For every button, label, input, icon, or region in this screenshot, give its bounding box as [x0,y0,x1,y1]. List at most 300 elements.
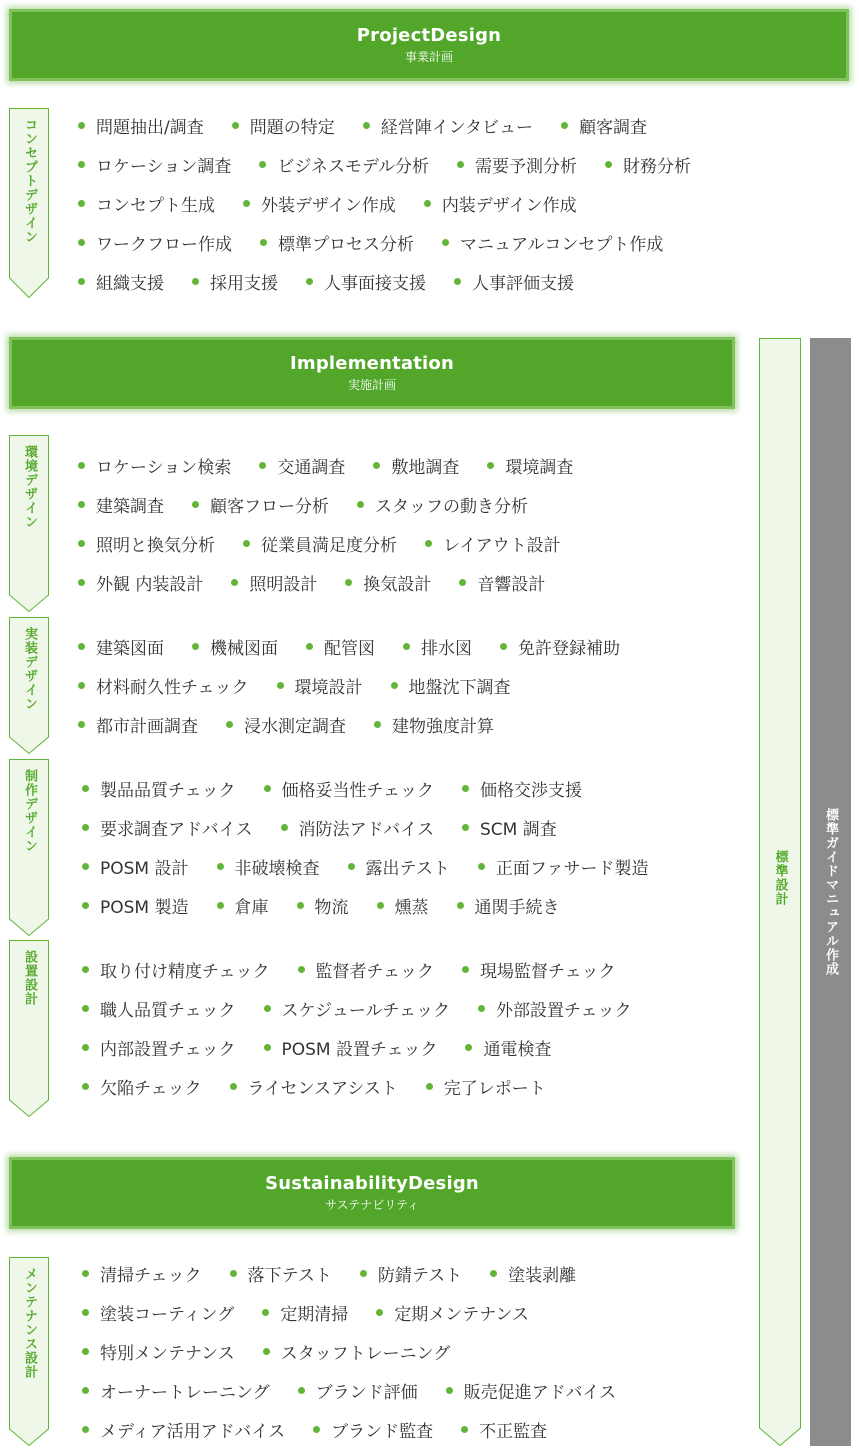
list-item [82,1300,234,1325]
list-item [298,1378,418,1403]
list-item-label: 建物強度計算 [392,717,494,737]
list-item [82,1261,202,1286]
list-item [232,113,335,138]
list-item [82,815,253,840]
list-item-label: POSM 製造 [100,898,189,918]
list-item [78,152,231,177]
list-item-label: POSM 設計 [100,859,189,879]
list-item-label: ロケーション検索 [96,458,232,478]
list-item-label: 財務分析 [622,157,691,177]
list-item [459,570,545,595]
list-item [259,152,429,177]
list-item [457,893,560,918]
list-item [462,815,557,840]
item-list-environment-design [78,446,601,602]
bullet-icon [259,161,266,168]
manual-creation-label: 標準ガイドマニュアル作成 [823,808,838,976]
list-item-label: ワークフロー作成 [96,235,232,255]
list-item-label: 換気設計 [363,575,432,595]
bullet-icon [82,966,89,973]
bullet-icon [348,863,355,870]
bullet-icon [82,1083,89,1090]
list-item [82,1417,285,1442]
list-item-label: 従業員満足度分析 [261,536,397,556]
bullet-icon [403,643,410,650]
list-item-label: 都市計画調査 [96,717,198,737]
list-item [500,634,620,659]
item-row [82,1371,644,1410]
bullet-icon [78,721,85,728]
list-item [243,531,397,556]
bullet-icon [192,501,199,508]
list-item [306,269,426,294]
list-item-label: 内部設置チェック [100,1040,236,1060]
list-item [426,1074,546,1099]
list-item [264,1035,438,1060]
list-item-label: SCM 調査 [480,820,557,840]
group-tab-concept-design [9,108,49,298]
list-item-label: 清掃チェック [100,1266,202,1286]
list-item [82,776,236,801]
section-banner-sustainability-design [9,1157,735,1229]
item-row [78,106,719,145]
section-title-ja: 事業計画 [404,50,453,64]
bullet-icon [561,122,568,129]
list-item [461,1417,547,1442]
list-item-label: 物流 [314,898,349,918]
list-item-label: 落下テスト [247,1266,332,1286]
item-row [82,1410,644,1448]
group-label: 環境デザイン [22,445,37,529]
bullet-icon [232,122,239,129]
list-item-label: 外観 内装設計 [96,575,204,595]
list-item-label: ブランド監査 [331,1422,434,1442]
list-item-label: 外装デザイン作成 [261,196,396,216]
bullet-icon [425,540,432,547]
group-tab-installation-design [9,940,49,1117]
item-row [78,446,601,485]
list-item-label: 欠陥チェック [100,1079,202,1099]
bullet-icon [454,278,461,285]
item-row [82,1332,644,1371]
list-item [306,634,375,659]
list-item-label: 外部設置チェック [495,1001,632,1021]
item-row [82,1254,644,1293]
list-item-label: ロケーション調査 [96,157,232,177]
list-item [313,1417,433,1442]
list-item [82,1339,235,1364]
list-item-label: 交通調査 [277,458,346,478]
list-item [82,1378,270,1403]
list-item [217,854,320,879]
section-banner-implementation [9,337,735,409]
list-item-label: 問題抽出/調査 [96,118,204,138]
bullet-icon [264,785,271,792]
item-list-concept-design [78,106,719,301]
bullet-icon [82,1387,89,1394]
section-title-ja: 実施計画 [347,378,396,392]
list-item [363,113,533,138]
list-item-label: 防錆テスト [377,1266,463,1286]
item-list-implementation-design [78,627,648,744]
bullet-icon [82,824,89,831]
bullet-icon [313,1426,320,1433]
bullet-icon [78,643,85,650]
bullet-icon [345,579,352,586]
list-item-label: マニュアルコンセプト作成 [460,235,664,255]
bullet-icon [259,462,266,469]
bullet-icon [478,1005,485,1012]
list-item-label: 特別メンテナンス [100,1344,235,1364]
bullet-icon [457,902,464,909]
list-item [231,570,317,595]
list-item-label: 人事評価支援 [472,274,574,294]
list-item [297,893,349,918]
item-row [82,886,677,925]
list-item-label: 価格交渉支援 [480,781,582,801]
bullet-icon [490,1270,497,1277]
list-item [260,230,414,255]
bullet-icon [78,540,85,547]
list-item-label: 塗装コーティング [100,1305,235,1325]
list-item [424,191,577,216]
list-item-label: 倉庫 [234,898,269,918]
bullet-icon [262,1309,269,1316]
list-item-label: 建築調査 [96,497,164,517]
list-item [78,570,203,595]
item-row [82,1293,644,1332]
item-list-maintenance-design [82,1254,644,1448]
list-item [490,1261,576,1286]
group-tab-environment-design [9,435,49,612]
list-item-label: 環境設計 [294,678,363,698]
list-item-label: 定期メンテナンス [394,1305,529,1325]
list-item [262,1300,348,1325]
bullet-icon [78,200,85,207]
list-item-label: 通電検査 [483,1040,552,1060]
item-row [78,184,719,223]
bullet-icon [82,1270,89,1277]
list-item-label: 取り付け精度チェック [100,962,270,982]
bullet-icon [306,278,313,285]
list-item [82,854,189,879]
bullet-icon [78,682,85,689]
list-item [78,269,164,294]
list-item-label: 職人品質チェック [100,1001,236,1021]
list-item-label: 配管図 [324,639,375,659]
list-item [82,893,189,918]
section-title-en: SustainabilityDesign [265,1173,479,1194]
list-item-label: 製品品質チェック [100,781,236,801]
list-item [192,492,329,517]
bullet-icon [462,824,469,831]
list-item-label: 組織支援 [96,274,164,294]
bullet-icon [82,1044,89,1051]
list-item-label: 顧客調査 [579,118,648,138]
list-item-label: ライセンスアシスト [247,1079,398,1099]
list-item-label: スケジュールチェック [281,1001,450,1021]
item-row [82,1028,659,1067]
bullet-icon [462,966,469,973]
list-item [345,570,431,595]
list-item [391,673,511,698]
group-label: メンテナンス設計 [22,1267,37,1379]
list-item [465,1035,551,1060]
bullet-icon [230,1083,237,1090]
list-item [376,1300,529,1325]
bullet-icon [306,643,313,650]
list-item-label: 敷地調査 [391,458,460,478]
list-item-label: 問題の特定 [249,118,335,138]
bullet-icon [226,721,233,728]
standard-design-column [759,338,801,1446]
list-item [243,191,396,216]
bullet-icon [264,1044,271,1051]
list-item [281,815,435,840]
bullet-icon [297,902,304,909]
group-label: 実装デザイン [22,627,37,711]
bullet-icon [264,1005,271,1012]
bullet-icon [192,643,199,650]
bullet-icon [500,643,507,650]
item-row [82,769,677,808]
list-item-label: 不正監査 [479,1422,548,1442]
list-item-label: ビジネスモデル分析 [277,157,429,177]
bullet-icon [82,785,89,792]
list-item [230,1261,332,1286]
list-item [425,531,561,556]
list-item [217,893,269,918]
item-row [78,666,648,705]
list-item-label: 照明と換気分析 [96,536,215,556]
list-item [487,453,573,478]
list-item [82,996,236,1021]
list-item [478,996,632,1021]
list-item [373,453,459,478]
list-item [226,712,346,737]
list-item-label: 人事面接支援 [324,274,426,294]
bullet-icon [459,579,466,586]
item-row [78,223,719,262]
list-item-label: POSM 設置チェック [281,1040,438,1060]
list-item-label: 排水図 [421,639,472,659]
bullet-icon [230,1270,237,1277]
item-row [78,563,601,602]
bullet-icon [360,1270,367,1277]
list-item-label: スタッフの動き分析 [375,497,528,517]
list-item-label: ブランド評価 [315,1383,418,1403]
list-item-label: 内装デザイン作成 [441,196,577,216]
list-item-label: 材料耐久性チェック [96,678,249,698]
group-label: コンセプトデザイン [22,118,37,244]
list-item [82,1035,236,1060]
bullet-icon [78,122,85,129]
list-item-label: 建築図面 [96,639,164,659]
list-item-label: 定期清掃 [280,1305,349,1325]
bullet-icon [376,1309,383,1316]
bullet-icon [442,239,449,246]
bullet-icon [446,1387,453,1394]
bullet-icon [78,462,85,469]
list-item [259,453,345,478]
bullet-icon [82,1348,89,1355]
list-item-label: 販売促進アドバイス [463,1383,617,1403]
group-tab-maintenance-design [9,1257,49,1446]
bullet-icon [82,1309,89,1316]
list-item [82,957,270,982]
section-title-en: ProjectDesign [356,25,502,46]
list-item-label: 価格妥当性チェック [281,781,434,801]
list-item [78,673,249,698]
list-item-label: 音響設計 [477,575,546,595]
item-row [78,145,719,184]
list-item [192,269,278,294]
item-row [78,705,648,744]
item-row [78,524,601,563]
bullet-icon [192,278,199,285]
list-item [78,453,231,478]
bullet-icon [373,462,380,469]
list-item [446,1378,617,1403]
section-title-en: Implementation [289,353,454,374]
bullet-icon [357,501,364,508]
bullet-icon [298,1387,305,1394]
list-item-label: 現場監督チェック [480,962,616,982]
list-item-label: 採用支援 [210,274,278,294]
list-item-label: 機械図面 [210,639,278,659]
list-item [78,230,232,255]
list-item-label: 塗装剥離 [508,1266,577,1286]
list-item-label: メディア活用アドバイス [100,1422,286,1442]
bullet-icon [424,200,431,207]
list-item-label: 燻蒸 [394,898,429,918]
bullet-icon [263,1348,270,1355]
bullet-icon [478,863,485,870]
bullet-icon [82,1005,89,1012]
list-item [230,1074,398,1099]
bullet-icon [243,540,250,547]
list-item-label: 標準プロセス分析 [278,235,414,255]
list-item [264,996,450,1021]
bullet-icon [82,902,89,909]
list-item [264,776,435,801]
list-item [78,634,164,659]
bullet-icon [462,785,469,792]
list-item-label: 地盤沈下調査 [408,678,511,698]
list-item [403,634,472,659]
bullet-icon [78,579,85,586]
list-item-label: 要求調査アドバイス [100,820,253,840]
list-item [277,673,363,698]
list-item-label: 通関手続き [474,898,560,918]
list-item [457,152,577,177]
list-item-label: スタッフトレーニング [280,1344,451,1364]
list-item [454,269,574,294]
list-item [605,152,691,177]
group-tab-implementation-design [9,617,49,754]
bullet-icon [605,161,612,168]
list-item [374,712,494,737]
item-list-production-design [82,769,677,925]
manual-creation-column [810,338,851,1446]
bullet-icon [78,239,85,246]
bullet-icon [78,278,85,285]
list-item [360,1261,462,1286]
list-item [442,230,663,255]
item-row [82,1067,659,1106]
list-item [357,492,528,517]
bullet-icon [78,161,85,168]
list-item [462,776,582,801]
bullet-icon [78,501,85,508]
item-row [82,847,677,886]
list-item [561,113,647,138]
list-item-label: 顧客フロー分析 [210,497,329,517]
section-banner-project-design [9,9,849,81]
list-item-label: 完了レポート [443,1079,546,1099]
list-item-label: 環境調査 [505,458,574,478]
item-row [78,262,719,301]
list-item-label: 正面ファサード製造 [495,859,649,879]
bullet-icon [461,1426,468,1433]
bullet-icon [391,682,398,689]
list-item-label: 露出テスト [365,859,450,879]
list-item-label: オーナートレーニング [100,1383,270,1403]
bullet-icon [487,462,494,469]
list-item-label: コンセプト生成 [96,196,215,216]
list-item [377,893,429,918]
list-item [263,1339,451,1364]
section-title-ja: サステナビリティ [324,1198,420,1212]
item-list-installation-design [82,950,659,1106]
bullet-icon [243,200,250,207]
bullet-icon [363,122,370,129]
item-row [82,989,659,1028]
list-item [478,854,649,879]
list-item-label: 消防法アドバイス [298,820,434,840]
list-item-label: 免許登録補助 [518,639,620,659]
list-item-label: 監督者チェック [315,962,434,982]
list-item [78,191,215,216]
bullet-icon [377,902,384,909]
group-label: 制作デザイン [22,769,37,853]
bullet-icon [82,1426,89,1433]
list-item-label: 非破壊検査 [234,859,320,879]
list-item [348,854,450,879]
bullet-icon [298,966,305,973]
bullet-icon [465,1044,472,1051]
list-item [78,712,198,737]
list-item [78,492,164,517]
bullet-icon [231,579,238,586]
item-row [78,627,648,666]
list-item-label: 需要予測分析 [474,157,577,177]
bullet-icon [82,863,89,870]
list-item [82,1074,202,1099]
group-tab-production-design [9,759,49,936]
list-item [462,957,616,982]
list-item [78,113,204,138]
bullet-icon [217,902,224,909]
list-item-label: 浸水測定調査 [244,717,346,737]
bullet-icon [277,682,284,689]
list-item-label: 経営陣インタビュー [380,118,534,138]
list-item-label: レイアウト設計 [443,536,561,556]
bullet-icon [426,1083,433,1090]
list-item [192,634,278,659]
item-row [82,808,677,847]
bullet-icon [260,239,267,246]
